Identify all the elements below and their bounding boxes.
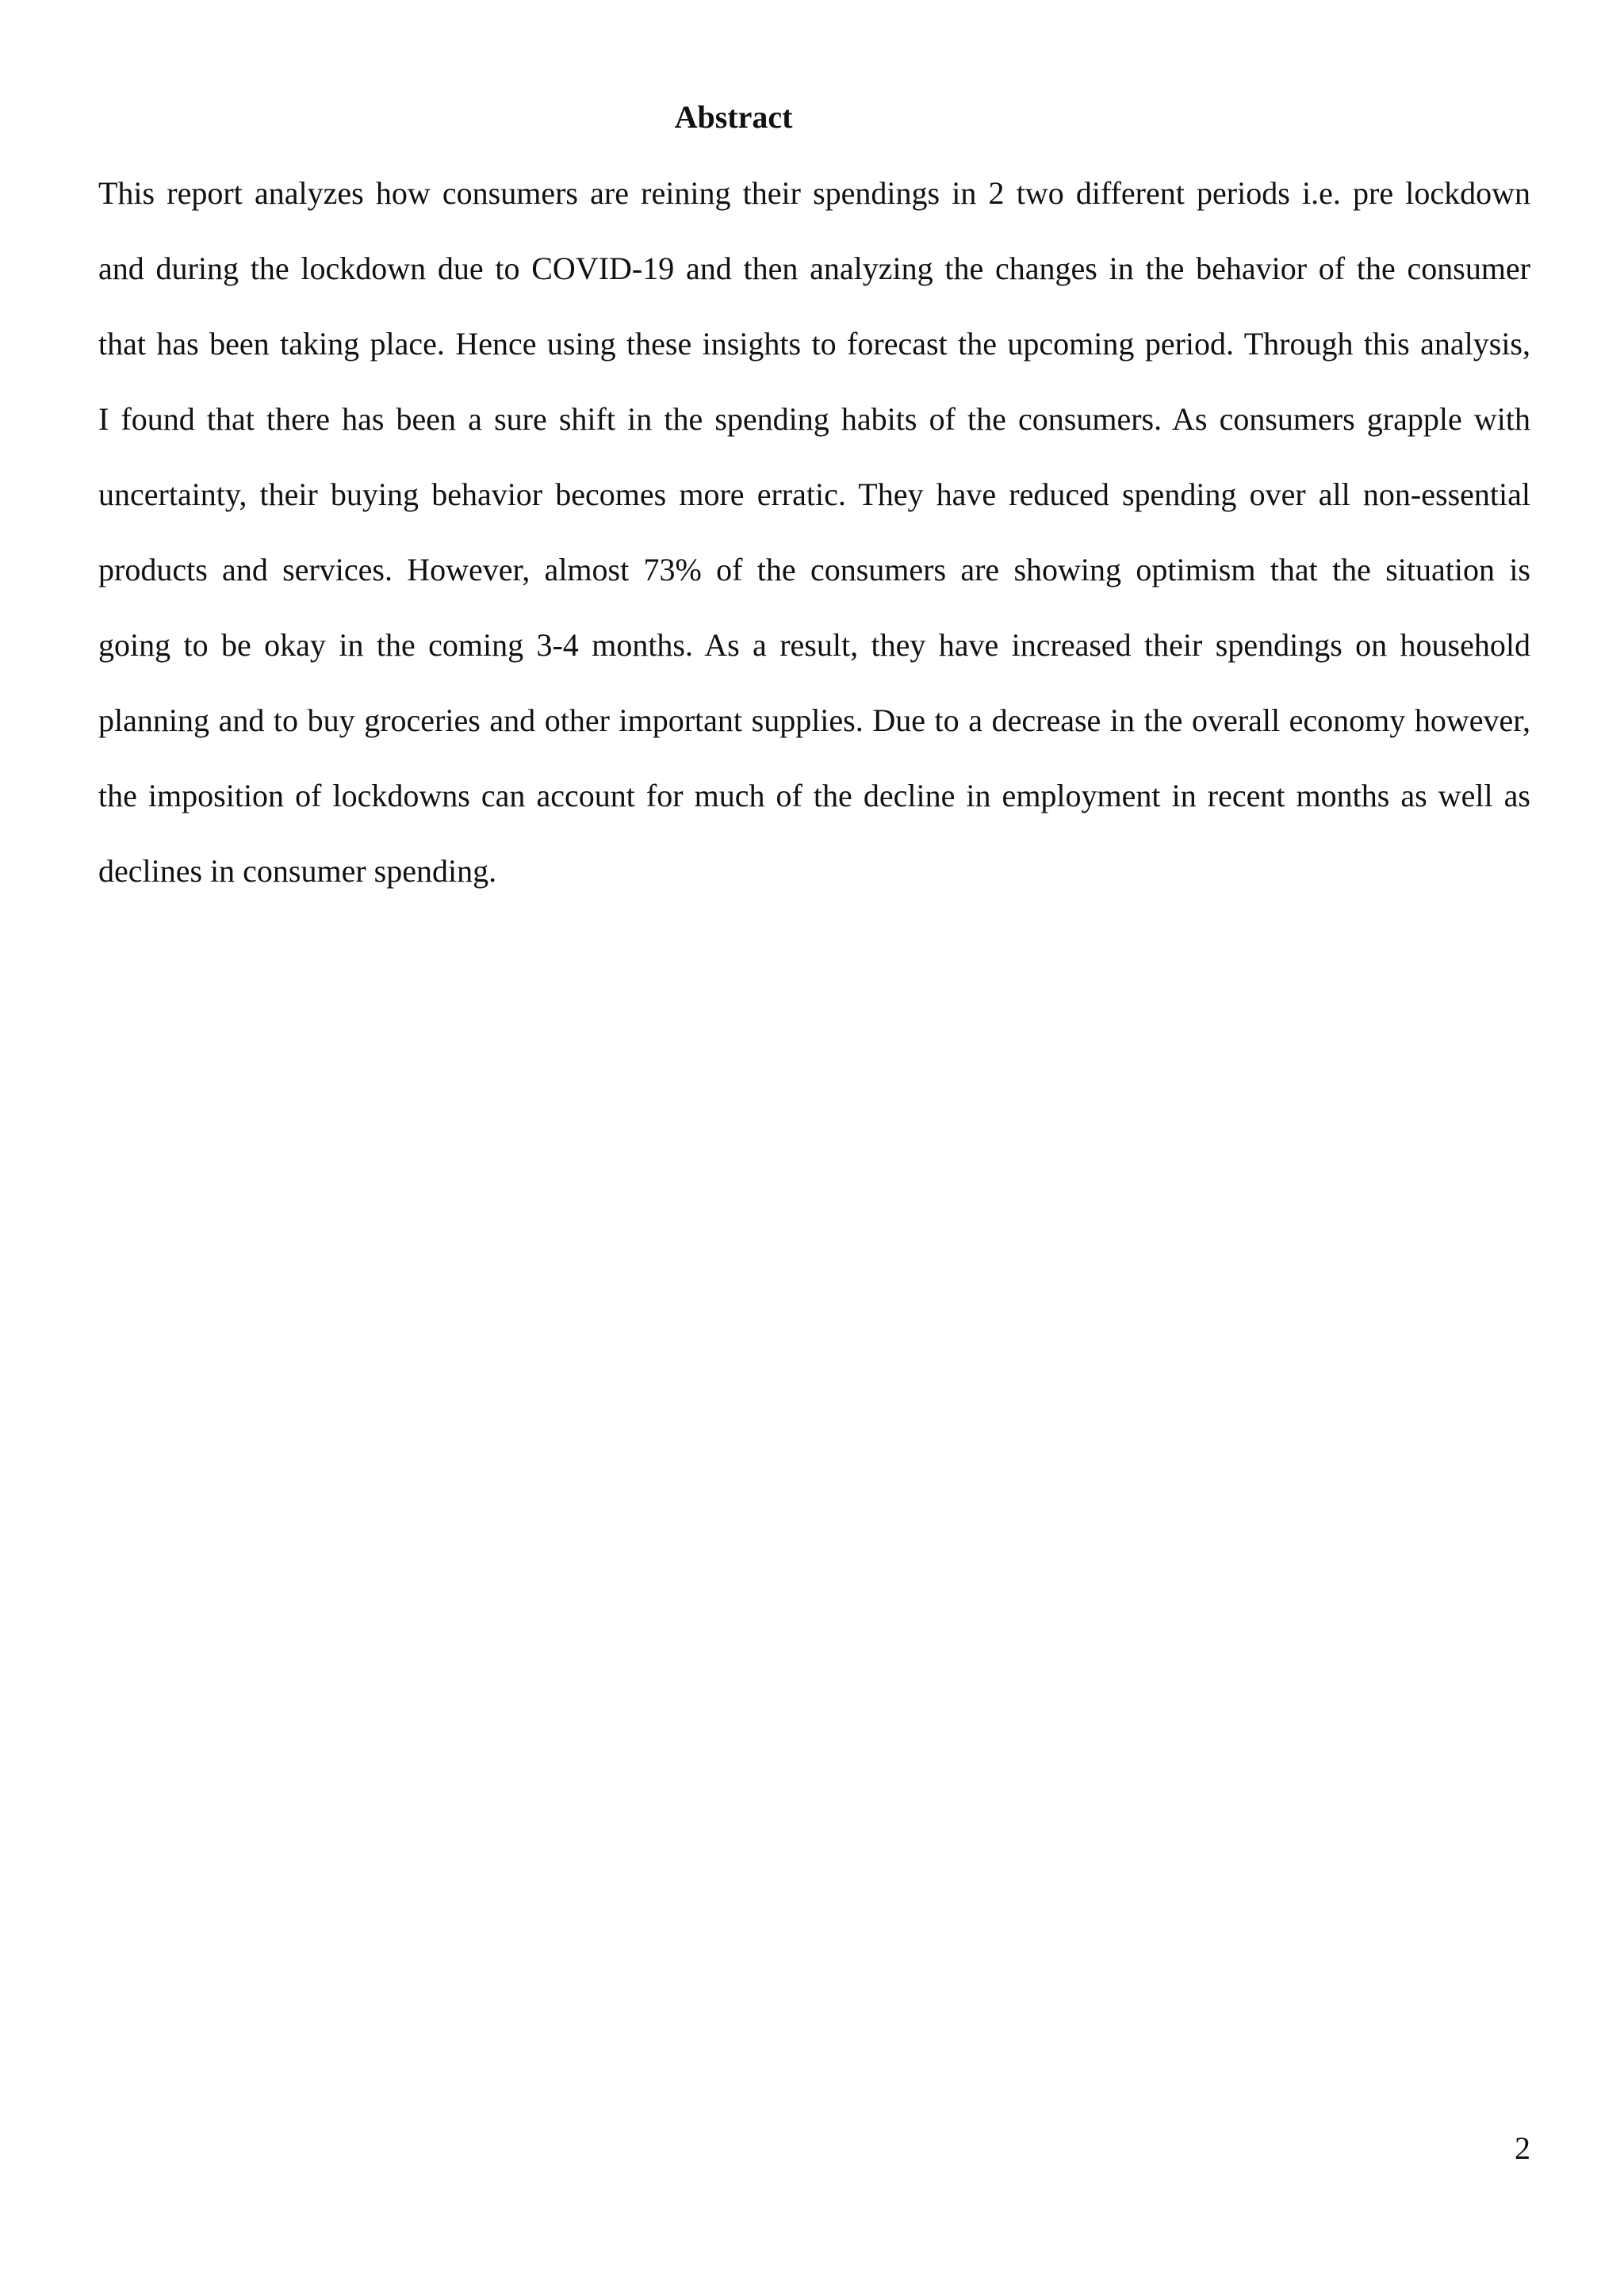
page-number: 2 — [1515, 2130, 1530, 2166]
abstract-line: and during the lockdown due to COVID-19 and then analyzing the changes in the behavior of the consumer — [98, 251, 1530, 286]
abstract-line: I found that there has been a sure shift in the spending habits of the consumers. As consumers grapple with — [98, 401, 1530, 437]
abstract-paragraph — [98, 155, 1530, 909]
abstract-heading: Abstract — [674, 99, 793, 135]
abstract-line: that has been taking place. Hence using these insights to forecast the upcoming period. Through this analysis, — [98, 326, 1530, 362]
abstract-line: products and services. However, almost 73% of the consumers are showing optimism that the situation is — [98, 552, 1530, 587]
abstract-line: planning and to buy groceries and other important supplies. Due to a decrease in the overall economy however, — [98, 702, 1530, 738]
abstract-line: This report analyzes how consumers are reining their spendings in 2 two different periods i.e. pre lockdown — [98, 175, 1530, 211]
abstract-line: going to be okay in the coming 3-4 months. As a result, they have increased their spendings on household — [98, 627, 1530, 663]
abstract-line: uncertainty, their buying behavior becomes more erratic. They have reduced spending over all non-essential — [98, 476, 1530, 512]
abstract-line: the imposition of lockdowns can account for much of the decline in employment in recent months as well as — [98, 778, 1530, 813]
abstract-line: declines in consumer spending. — [98, 853, 497, 889]
